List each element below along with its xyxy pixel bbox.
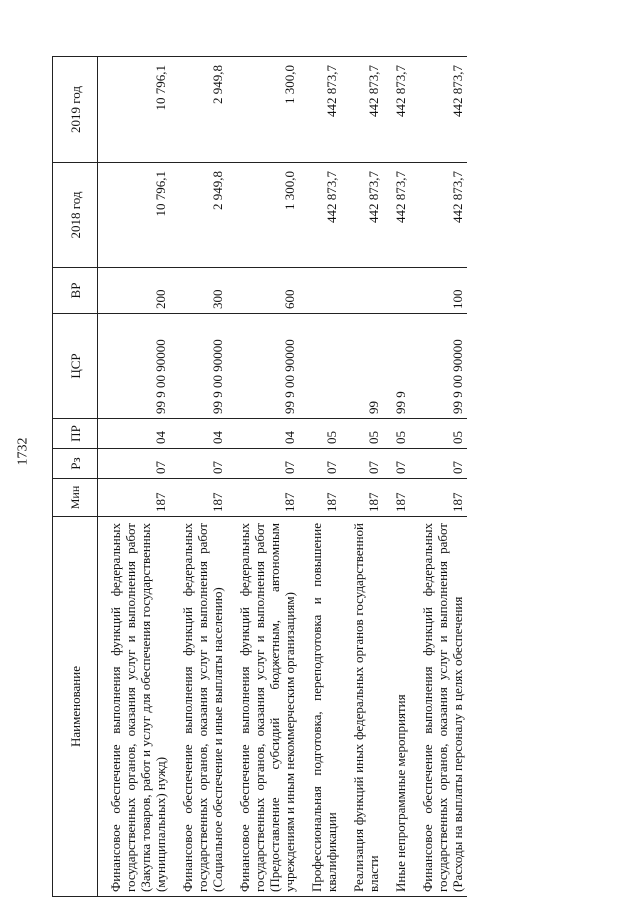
row-csr: 99 9 [383, 314, 410, 419]
row-name: Иные непрограммные мероприятия [383, 517, 410, 897]
row-pr: 04 [170, 419, 227, 449]
row-min: 187 [98, 479, 171, 517]
row-2019: 1 300,0 [227, 57, 299, 163]
row-name: Финансовое обеспечение выполнения функций федеральных государственных органов, оказания услуг и выполнения работ (Социальное обеспечение и иные выплаты населению) [170, 517, 227, 897]
table-row [98, 57, 171, 897]
row-vr: 100 [410, 268, 467, 314]
row-2019: 10 796,1 [98, 57, 171, 163]
budget-table [52, 56, 467, 897]
row-pr: 05 [341, 419, 383, 449]
row-min: 187 [410, 479, 467, 517]
row-min: 187 [383, 479, 410, 517]
row-rz: 07 [410, 449, 467, 479]
row-2018: 442 873,7 [341, 163, 383, 268]
page-number: 1732 [15, 437, 31, 466]
row-2019: 442 873,7 [341, 57, 383, 163]
row-min: 187 [227, 479, 299, 517]
row-2019: 442 873,7 [299, 57, 341, 163]
row-min: 187 [341, 479, 383, 517]
row-rz: 07 [98, 449, 171, 479]
row-vr [383, 268, 410, 314]
row-2018: 2 949,8 [170, 163, 227, 268]
row-vr: 600 [227, 268, 299, 314]
row-vr: 300 [170, 268, 227, 314]
table-row [410, 57, 467, 897]
row-rz: 07 [383, 449, 410, 479]
table-header-row [53, 57, 98, 897]
header-2019: 2019 год [53, 57, 98, 163]
row-pr: 05 [299, 419, 341, 449]
row-rz: 07 [170, 449, 227, 479]
row-rz: 07 [341, 449, 383, 479]
table-row [383, 57, 410, 897]
row-min: 187 [299, 479, 341, 517]
row-pr: 04 [227, 419, 299, 449]
row-2019: 442 873,7 [410, 57, 467, 163]
row-pr: 05 [383, 419, 410, 449]
row-csr: 99 [341, 314, 383, 419]
row-csr: 99 9 00 90000 [170, 314, 227, 419]
page-content [52, 0, 640, 905]
table-row [341, 57, 383, 897]
header-min: Мин [53, 479, 98, 517]
row-name: Финансовое обеспечение выполнения функций федеральных государственных органов, оказания услуг и выполнения работ (Расходы на выплаты персоналу в целях обеспечения [410, 517, 467, 897]
row-pr: 04 [98, 419, 171, 449]
row-csr [299, 314, 341, 419]
row-csr: 99 9 00 90000 [98, 314, 171, 419]
row-2018: 442 873,7 [410, 163, 467, 268]
table-row [227, 57, 299, 897]
row-rz: 07 [227, 449, 299, 479]
row-2018: 442 873,7 [299, 163, 341, 268]
row-min: 187 [170, 479, 227, 517]
row-pr: 05 [410, 419, 467, 449]
row-name: Профессиональная подготовка, переподготовка и повышение квалификации [299, 517, 341, 897]
header-name: Наименование [53, 517, 98, 897]
row-csr: 99 9 00 90000 [227, 314, 299, 419]
header-rz: Рз [53, 449, 98, 479]
row-name: Финансовое обеспечение выполнения функций федеральных государственных органов, оказания услуг и выполнения работ (Предоставление субсидий бюджетным, автономным учреждениям и иным некоммерческим организациям) [227, 517, 299, 897]
row-vr [299, 268, 341, 314]
table-row [299, 57, 341, 897]
header-2018: 2018 год [53, 163, 98, 268]
budget-table-wrapper [52, 57, 580, 897]
row-csr: 99 9 00 90000 [410, 314, 467, 419]
row-2018: 442 873,7 [383, 163, 410, 268]
header-pr: ПР [53, 419, 98, 449]
row-rz: 07 [299, 449, 341, 479]
row-2019: 442 873,7 [383, 57, 410, 163]
row-vr [341, 268, 383, 314]
row-2018: 10 796,1 [98, 163, 171, 268]
row-name: Реализация функций иных федеральных органов государственной власти [341, 517, 383, 897]
row-vr: 200 [98, 268, 171, 314]
row-2018: 1 300,0 [227, 163, 299, 268]
header-csr: ЦСР [53, 314, 98, 419]
row-2019: 2 949,8 [170, 57, 227, 163]
table-row [170, 57, 227, 897]
header-vr: ВР [53, 268, 98, 314]
row-name: Финансовое обеспечение выполнения функций федеральных государственных органов, оказания услуг и выполнения работ (Закупка товаров, работ и услуг для обеспечения государственных (муниципальных) нужд) [98, 517, 171, 897]
